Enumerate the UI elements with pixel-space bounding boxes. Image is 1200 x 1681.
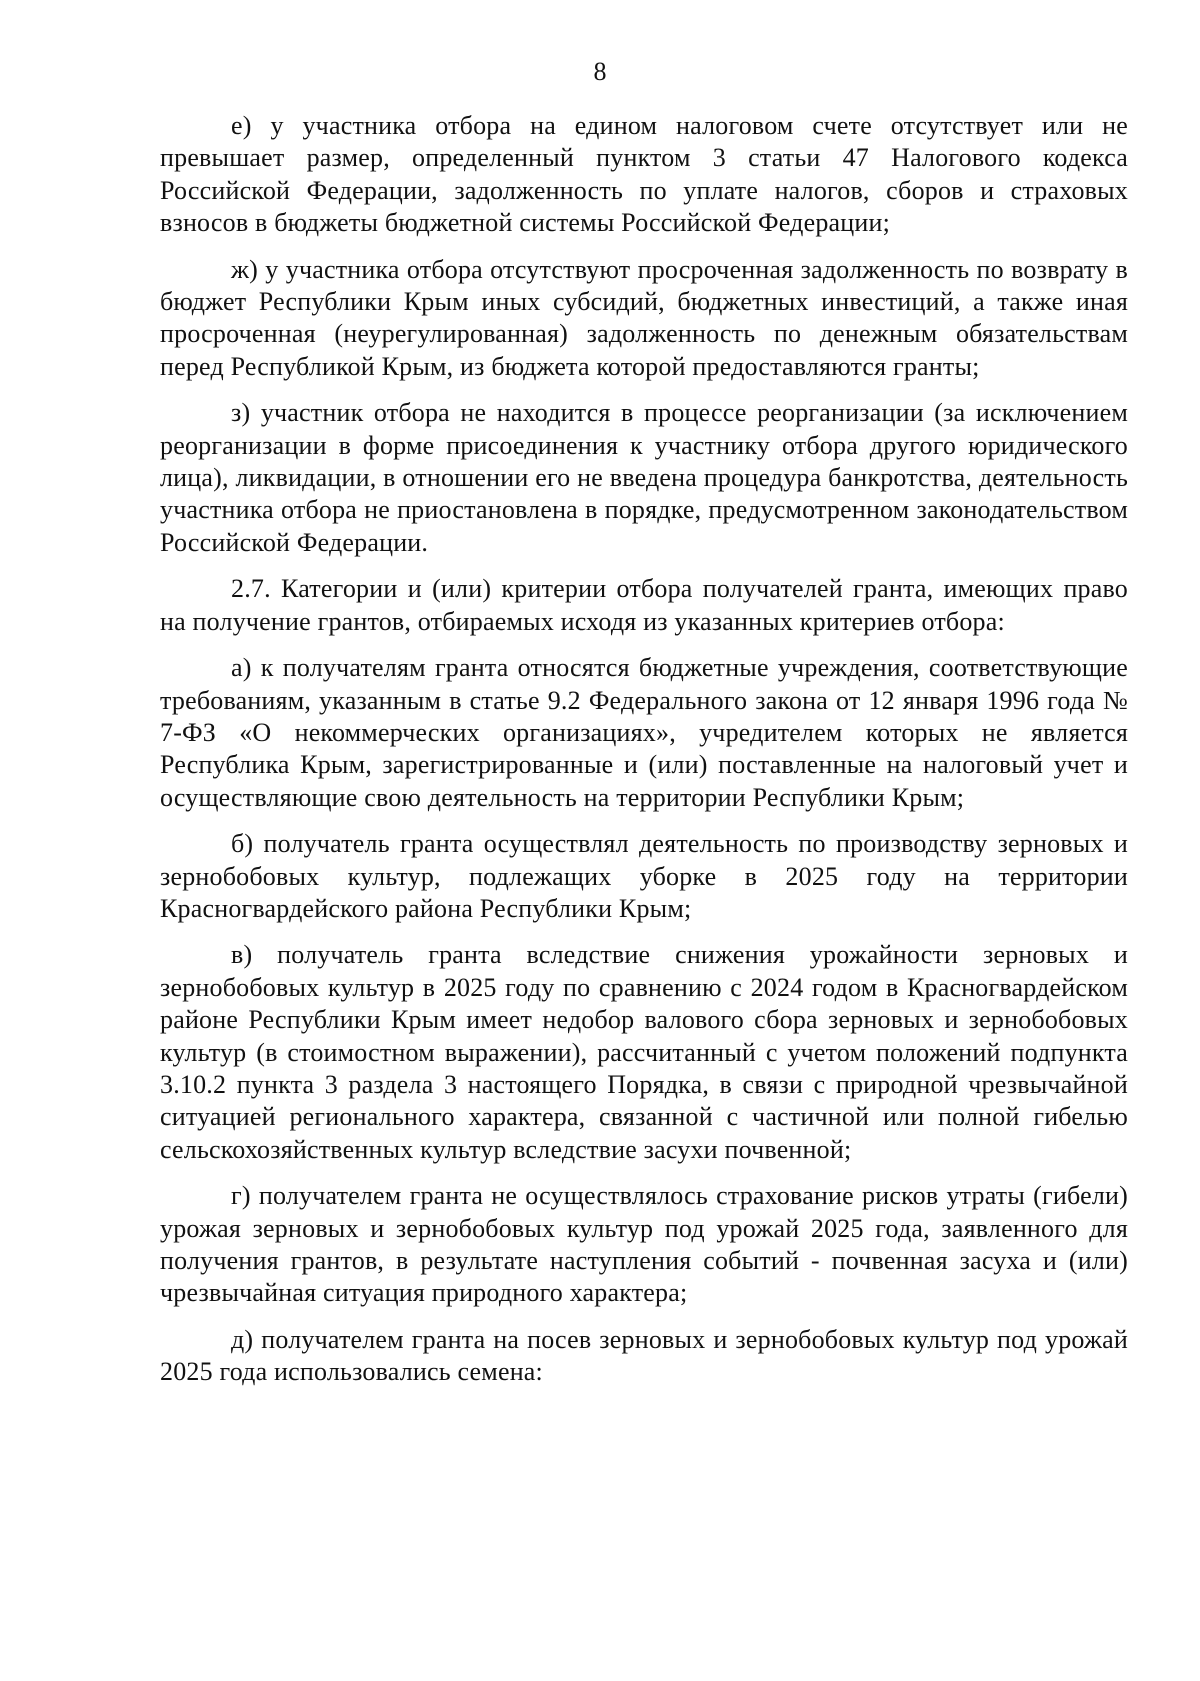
paragraph-g: г) получателем гранта не осуществлялось страхование рисков утраты (гибели) урожая зерновых и зернобобовых культур под урожай 2025 года, заявленного для получения грантов, в результате наступления событий - почвенная засуха и (или) чрезвычайная ситуация природного характера; xyxy=(160,1181,1128,1308)
paragraph-e: е) у участника отбора на едином налоговом счете отсутствует или не превышает размер, определенный пунктом 3 статьи 47 Налогового кодекса Российской Федерации, задолженность по уплате налогов, сборов и страховых взносов в бюджеты бюджетной системы Российской Федерации; xyxy=(160,111,1128,238)
paragraph-d: д) получателем гранта на посев зерновых и зернобобовых культур под урожай 2025 года использовались семена: xyxy=(160,1324,1128,1387)
page-number: 8 xyxy=(593,57,607,86)
paragraph-z: з) участник отбора не находится в процессе реорганизации (за исключением реорганизации в форме присоединения к участнику отбора другого юридического лица), ликвидации, в отношении его не введена процедура банкротства, деятельность участника отбора не приостановлена в порядке, предусмотренном законодательством Российской Федерации. xyxy=(160,398,1128,557)
document-body xyxy=(160,110,1128,1403)
paragraph-2-7: 2.7. Категории и (или) критерии отбора получателей гранта, имеющих право на получение грантов, отбираемых исходя из указанных критериев отбора: xyxy=(160,574,1128,636)
paragraph-a: а) к получателям гранта относятся бюджетные учреждения, соответствующие требованиям, указанным в статье 9.2 Федерального закона от 12 января 1996 года № 7-ФЗ «О некоммерческих организациях», учредителем которых не является Республика Крым, зарегистрированные и (или) поставленные на налоговый учет и осуществляющие свою деятельность на территории Республики Крым; xyxy=(160,653,1128,812)
paragraph-v: в) получатель гранта вследствие снижения урожайности зерновых и зернобобовых культур в 2025 году по сравнению с 2024 годом в Красногвардейском районе Республики Крым имеет недобор валового сбора зерновых и зернобобовых культур (в стоимостном выражении), рассчитанный с учетом положений подпункта 3.10.2 пункта 3 раздела 3 настоящего Порядка, в связи с природной чрезвычайной ситуацией регионального характера, связанной с частичной или полной гибелью сельскохозяйственных культур вследствие засухи почвенной; xyxy=(160,940,1128,1164)
paragraph-b: б) получатель гранта осуществлял деятельность по производству зерновых и зернобобовых культур, подлежащих уборке в 2025 году на территории Красногвардейского района Республики Крым; xyxy=(160,829,1128,923)
paragraph-zh: ж) у участника отбора отсутствуют просроченная задолженность по возврату в бюджет Республики Крым иных субсидий, бюджетных инвестиций, а также иная просроченная (неурегулированная) задолженность по денежным обязательствам перед Республикой Крым, из бюджета которой предоставляются гранты; xyxy=(160,254,1128,381)
